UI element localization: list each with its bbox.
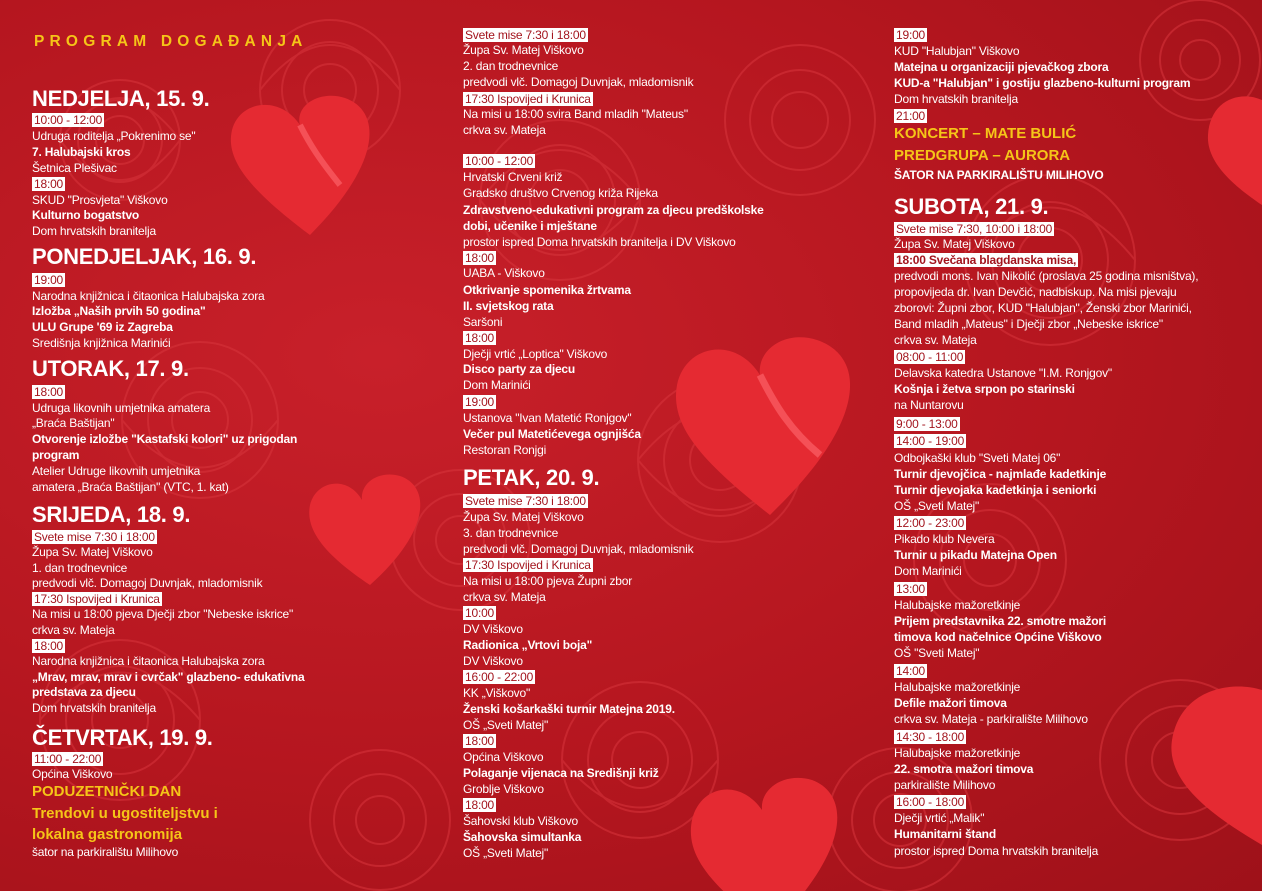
event-location: OŠ „Sveti Matej" [894,499,980,513]
event-location: Dom hrvatskih branitelja [32,224,156,238]
event-title: Humanitarni štand [894,827,996,841]
event-title: 22. smotra mažori timova [894,762,1034,776]
event-line: UABA - Viškovo [463,266,545,280]
time-badge: Svete mise 7:30, 10:00 i 18:00 [896,222,1053,236]
event-title: Ženski košarkaški turnir Matejna 2019. [463,702,675,716]
event-title: 7. Halubajski kros [32,145,131,159]
highlight-title: Trendovi u ugostiteljstvu i [32,805,218,822]
event-line: Dječji vrtić „Loptica" Viškovo [463,347,608,361]
event-line: Narodna knjižnica i čitaonica Halubajska zora [32,289,265,303]
event-title: Zdravstveno-edukativni program za djecu predškolske [463,203,764,217]
highlight-title: KONCERT – MATE BULIĆ [894,125,1077,142]
time-badge: 18:00 [34,385,64,399]
event-line: propovijeda dr. Ivan Devčić, nadbiskup. Na misi pjevaju [894,285,1177,299]
event-line: zborovi: Župni zbor, KUD "Halubjan", Ženski zbor Marinići, [894,301,1192,315]
event-line: Gradsko društvo Crvenog križa Rijeka [463,186,658,200]
event-line: SKUD "Prosvjeta" Viškovo [32,193,168,207]
time-badge: 13:00 [896,582,926,596]
event-title: Radionica „Vrtovi boja" [463,638,593,652]
heart-decoration-icon [1200,90,1262,210]
event-line: DV Viškovo [463,622,523,636]
day-heading-utorak: UTORAK, 17. 9. [32,356,189,381]
heart-decoration-icon [680,770,860,891]
event-location: OŠ „Sveti Matej" [463,846,549,860]
event-title: Turnir djevojčica - najmlađe kadetkinje [894,467,1107,481]
event-title: Matejna u organizaciji pjevačkog zbora [894,60,1109,74]
event-title: Večer pul Matetićevega ognjišća [463,427,641,441]
event-location: šator na parkiralištu Milihovo [32,845,179,859]
event-line: predvodi vlč. Domagoj Duvnjak, mladomisnik [463,75,694,89]
highlight-title: lokalna gastronomija [32,826,183,843]
heart-decoration-icon [300,470,440,590]
time-badge: 18:00 [465,251,495,265]
event-line: predvodi vlč. Domagoj Duvnjak, mladomisnik [32,576,263,590]
event-location: OŠ „Sveti Matej" [463,718,549,732]
event-line: Halubajske mažoretkinje [894,746,1021,760]
event-line: Halubajske mažoretkinje [894,680,1021,694]
time-badge: 18:00 [34,639,64,653]
time-badge: 14:30 - 18:00 [896,730,965,744]
event-line: KUD "Halubjan" Viškovo [894,44,1020,58]
event-line: Župa Sv. Matej Viškovo [463,43,584,57]
event-title: program [32,448,80,462]
event-location: DV Viškovo [463,654,523,668]
time-badge: 14:00 [896,664,926,678]
event-title: Šahovska simultanka [463,830,582,844]
event-title: predstava za djecu [32,685,136,699]
event-title: KUD-a "Halubjan" i gostiju glazbeno-kulturni program [894,76,1191,90]
time-badge: Svete mise 7:30 i 18:00 [465,28,586,42]
event-location: amatera „Braća Baštijan" (VTC, 1. kat) [32,480,229,494]
event-line: Župa Sv. Matej Viškovo [32,545,153,559]
day-heading-ponedjeljak: PONEDJELJAK, 16. 9. [32,244,257,269]
event-line: predvodi vlč. Domagoj Duvnjak, mladomisnik [463,542,694,556]
day-heading-petak: PETAK, 20. 9. [463,465,600,490]
time-badge: 10:00 - 12:00 [465,154,534,168]
highlight-title: PREDGRUPA – AURORA [894,147,1071,164]
day-heading-cetvrtak: ČETVRTAK, 19. 9. [32,725,213,750]
time-badge: Svete mise 7:30 i 18:00 [465,494,586,508]
event-title: Prijem predstavnika 22. smotre mažori [894,614,1107,628]
event-title: Defile mažori timova [894,696,1007,710]
event-location: crkva sv. Mateja - parkiralište Milihovo [894,712,1088,726]
event-location: Saršoni [463,315,503,329]
time-badge: 9:00 - 13:00 [896,417,958,431]
event-line: Halubajske mažoretkinje [894,598,1021,612]
event-title: „Mrav, mrav, mrav i cvrčak" glazbeno- edukativna [32,670,305,684]
time-badge: 14:00 - 19:00 [896,434,965,448]
time-badge: 16:00 - 18:00 [896,795,965,809]
time-badge: 08:00 - 11:00 [896,350,964,364]
heart-decoration-icon [220,90,400,240]
event-line: 3. dan trodnevnice [463,526,559,540]
event-line: Na misi u 18:00 pjeva Dječji zbor "Nebeske iskrice" [32,607,294,621]
day-heading-nedjelja: NEDJELJA, 15. 9. [32,86,210,111]
event-location: na Nuntarovu [894,398,964,412]
event-line: Odbojkaški klub "Sveti Matej 06" [894,451,1061,465]
event-location: crkva sv. Mateja [32,623,115,637]
time-badge: 21:00 [896,109,926,123]
event-location: crkva sv. Mateja [463,123,546,137]
page-title: PROGRAM DOGAĐANJA [34,33,308,50]
event-location: OŠ "Sveti Matej" [894,646,980,660]
event-title: Polaganje vijenaca na Središnji križ [463,766,659,780]
event-location: Restoran Ronjgi [463,443,547,457]
event-location: Dom hrvatskih branitelja [894,92,1018,106]
highlight-title: PODUZETNIČKI DAN [32,783,182,800]
time-badge: 18:00 Svečana blagdanska misa, [896,253,1077,267]
event-title: ULU Grupe '69 iz Zagreba [32,320,173,334]
event-title: Disco party za djecu [463,362,576,376]
day-heading-srijeda: SRIJEDA, 18. 9. [32,502,191,527]
time-badge: 18:00 [465,798,495,812]
event-line: KK „Viškovo" [463,686,530,700]
event-title: timova kod načelnice Općine Viškovo [894,630,1102,644]
heart-decoration-icon [1160,680,1262,850]
event-line: Šahovski klub Viškovo [463,814,578,828]
event-line: Dječji vrtić „Malik" [894,811,985,825]
time-badge: 17:30 Ispovijed i Krunica [34,592,160,606]
time-badge: Svete mise 7:30 i 18:00 [34,530,155,544]
time-badge: 18:00 [465,734,495,748]
event-location: Središnja knjižnica Marinići [32,336,171,350]
event-location: Dom hrvatskih branitelja [32,701,156,715]
time-badge: 19:00 [34,273,64,287]
event-line: predvodi mons. Ivan Nikolić (proslava 25 godina misništva), [894,269,1199,283]
time-badge: 18:00 [465,331,495,345]
event-line: Na misi u 18:00 pjeva Župni zbor [463,574,633,588]
time-badge: 17:30 Ispovijed i Krunica [465,558,591,572]
time-badge: 16:00 - 22:00 [465,670,534,684]
time-badge: 11:00 - 22:00 [34,752,102,766]
event-line: Udruga likovnih umjetnika amatera [32,401,211,415]
event-location: prostor ispred Doma hrvatskih branitelja i DV Viškovo [463,235,736,249]
event-line: 2. dan trodnevnice [463,59,559,73]
time-badge: 10:00 [465,606,495,620]
event-line: Band mladih „Mateus" i Dječji zbor „Nebeske iskrice" [894,317,1163,331]
event-line: Pikado klub Nevera [894,532,995,546]
time-badge: 10:00 - 12:00 [34,113,103,127]
event-line: Općina Viškovo [32,767,113,781]
event-title: Kulturno bogatstvo [32,208,140,222]
heart-decoration-icon [665,330,880,520]
event-title: dobi, učenike i mještane [463,219,597,233]
event-title: Turnir u pikadu Matejna Open [894,548,1057,562]
event-location: Dom Marinići [463,378,531,392]
event-location: parkiralište Milihovo [894,778,996,792]
event-title: Turnir djevojaka kadetkinja i seniorki [894,483,1097,497]
event-line: Ustanova "Ivan Matetić Ronjgov" [463,411,632,425]
event-line: Općina Viškovo [463,750,544,764]
event-title: II. svjetskog rata [463,299,554,313]
event-title: Izložba „Naših prvih 50 godina" [32,304,206,318]
event-line: Na misi u 18:00 svira Band mladih "Mateus" [463,107,688,121]
event-location: prostor ispred Doma hrvatskih branitelja [894,844,1099,858]
event-title: Otvorenje izložbe "Kastafski kolori" uz prigodan [32,432,298,446]
event-line: 1. dan trodnevnice [32,561,128,575]
time-badge: 19:00 [465,395,495,409]
day-heading-subota: SUBOTA, 21. 9. [894,194,1049,219]
event-location: Atelier Udruge likovnih umjetnika [32,464,201,478]
event-location: Šetnica Plešivac [32,161,117,175]
event-location: crkva sv. Mateja [894,333,977,347]
event-location: crkva sv. Mateja [463,590,546,604]
time-badge: 19:00 [896,28,926,42]
event-line: Župa Sv. Matej Viškovo [463,510,584,524]
time-badge: 17:30 Ispovijed i Krunica [465,92,591,106]
event-title: Košnja i žetva srpon po starinski [894,382,1075,396]
event-line: Župa Sv. Matej Viškovo [894,237,1015,251]
event-line: Delavska katedra Ustanove "I.M. Ronjgov" [894,366,1112,380]
event-line: „Braća Baštijan" [32,416,115,430]
event-line: Narodna knjižnica i čitaonica Halubajska zora [32,654,265,668]
event-line: Udruga roditelja „Pokrenimo se" [32,129,196,143]
event-location: Dom Marinići [894,564,962,578]
event-location: Groblje Viškovo [463,782,544,796]
time-badge: 12:00 - 23:00 [896,516,965,530]
event-title: Otkrivanje spomenika žrtvama [463,283,631,297]
event-line: Hrvatski Crveni križ [463,170,563,184]
time-badge: 18:00 [34,177,64,191]
event-location: ŠATOR NA PARKIRALIŠTU MILIHOVO [894,168,1104,182]
